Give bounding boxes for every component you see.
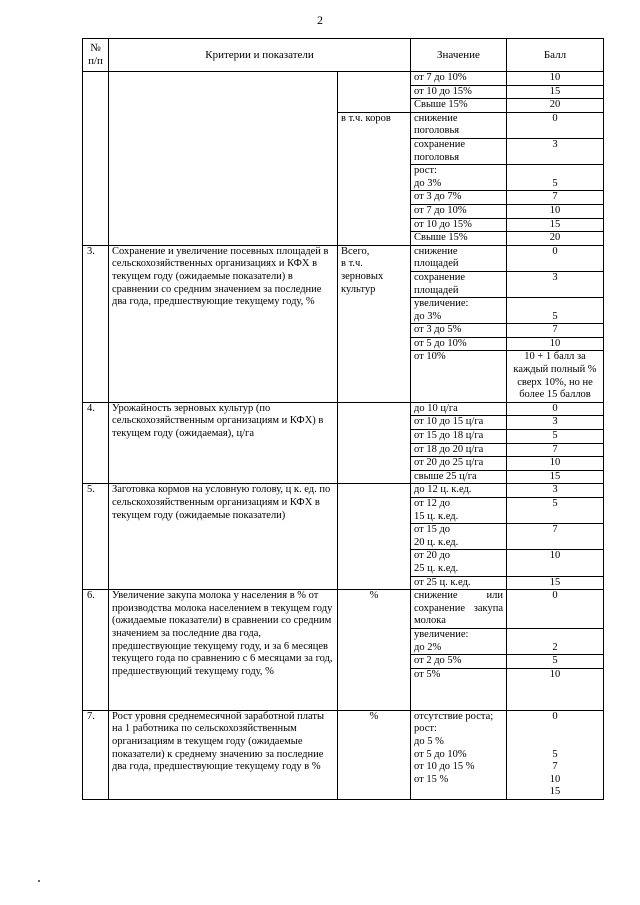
value-cell: от 5%	[411, 668, 507, 710]
score-cell: 3	[507, 484, 604, 498]
cont-no-cell	[83, 72, 109, 246]
row-number: 3.	[83, 245, 109, 402]
score-cell: 7	[507, 443, 604, 457]
header-value: Значение	[411, 39, 507, 72]
cont-sub-cell	[338, 72, 411, 113]
value-cell: от 7 до 10%	[411, 204, 507, 218]
score-cell: 10	[507, 204, 604, 218]
value-cell: от 10 до 15 ц/га	[411, 416, 507, 430]
score-cell: 3	[507, 271, 604, 297]
score-cell: 10	[507, 72, 604, 86]
row-number: 5.	[83, 484, 109, 590]
value-cell: до 12 ц. к.ед.	[411, 484, 507, 498]
score-cell: 15	[507, 218, 604, 232]
value-cell: отсутствие роста; рост: до 5 % от 5 до 10% от 10 до 15 % от 15 %	[411, 710, 507, 799]
table-row	[83, 484, 604, 498]
score-cell: 3	[507, 138, 604, 164]
table-row	[83, 245, 604, 271]
score-cell: 0	[507, 245, 604, 271]
value-cell: увеличение: до 3%	[411, 298, 507, 324]
criteria-text: Урожайность зерновых культур (по сельскохозяйственным организациям и КФХ) в текущем году (ожидаемая), ц/га	[109, 402, 338, 484]
value-cell: Свыше 15%	[411, 232, 507, 246]
score-cell: 5	[507, 655, 604, 669]
value-cell: снижение или сохранение закупа молока	[411, 590, 507, 629]
score-cell: 10 + 1 балл за каждый полный % сверх 10%, но не более 15 баллов	[507, 351, 604, 402]
table-header	[83, 39, 604, 72]
score-cell: 5	[507, 165, 604, 191]
value-cell: от 10 до 15%	[411, 218, 507, 232]
score-cell: 10	[507, 337, 604, 351]
criteria-text: Увеличение закупа молока у населения в % от производства молока населением в текущем году (ожидаемые показатели) в сравнении со средним значением за последние два года, предшествующие текущему году, и за 6 месяцев текущего года по сравнению с 6 месяцами за год, предшествующий текущему году, %	[109, 590, 338, 711]
value-cell: от 25 ц. к.ед.	[411, 576, 507, 590]
score-cell: 15	[507, 470, 604, 484]
row-number: 4.	[83, 402, 109, 484]
value-cell: от 18 до 20 ц/га	[411, 443, 507, 457]
score-cell: 0 5 7 10 15	[507, 710, 604, 799]
value-cell: свыше 25 ц/га	[411, 470, 507, 484]
sub-category: %	[338, 590, 411, 711]
score-cell: 10	[507, 668, 604, 710]
value-cell: Свыше 15%	[411, 99, 507, 113]
score-cell: 10	[507, 457, 604, 471]
score-cell: 20	[507, 99, 604, 113]
value-cell: от 12 до 15 ц. к.ед.	[411, 498, 507, 524]
table-row	[83, 710, 604, 799]
value-cell: от 3 до 7%	[411, 191, 507, 205]
score-cell: 0	[507, 590, 604, 629]
score-cell: 0	[507, 402, 604, 416]
table-row	[83, 72, 604, 86]
value-cell: до 10 ц/га	[411, 402, 507, 416]
value-cell: от 3 до 5%	[411, 324, 507, 338]
value-cell: от 5 до 10%	[411, 337, 507, 351]
value-cell: от 2 до 5%	[411, 655, 507, 669]
header-no: № п/п	[83, 39, 109, 72]
score-cell: 2	[507, 628, 604, 654]
criteria-text: Заготовка кормов на условную голову, ц к. ед. по сельскохозяйственным организациям и КФХ в текущем году (ожидаемые показатели)	[109, 484, 338, 590]
table-row	[83, 590, 604, 629]
criteria-table	[82, 38, 604, 800]
score-cell: 15	[507, 85, 604, 99]
value-cell: от 20 до 25 ц/га	[411, 457, 507, 471]
sub-category	[338, 402, 411, 484]
value-cell: от 10%	[411, 351, 507, 402]
value-cell: снижение поголовья	[411, 112, 507, 138]
value-cell: от 15 до 20 ц. к.ед.	[411, 524, 507, 550]
value-cell: от 15 до 18 ц/га	[411, 430, 507, 444]
score-cell: 5	[507, 298, 604, 324]
sub-cows: в т.ч. коров	[338, 112, 411, 245]
value-cell: увеличение: до 2%	[411, 628, 507, 654]
row-number: 7.	[83, 710, 109, 799]
value-cell: сохранение площадей	[411, 271, 507, 297]
value-cell: от 20 до 25 ц. к.ед.	[411, 550, 507, 576]
score-cell: 5	[507, 498, 604, 524]
sub-category	[338, 484, 411, 590]
scan-speck	[38, 880, 40, 882]
score-cell: 3	[507, 416, 604, 430]
cont-criteria-cell	[109, 72, 338, 246]
criteria-text: Рост уровня среднемесячной заработной платы на 1 работника по сельскохозяйственным организациям в текущем году (ожидаемые показатели) к среднему значению за последние два года, предшествующие текущему году в %	[109, 710, 338, 799]
sub-category: %	[338, 710, 411, 799]
score-cell: 5	[507, 430, 604, 444]
score-cell: 7	[507, 524, 604, 550]
score-cell: 20	[507, 232, 604, 246]
score-cell: 15	[507, 576, 604, 590]
value-cell: рост: до 3%	[411, 165, 507, 191]
value-cell: снижение площадей	[411, 245, 507, 271]
score-cell: 0	[507, 112, 604, 138]
header-score: Балл	[507, 39, 604, 72]
score-cell: 7	[507, 191, 604, 205]
header-criteria: Критерии и показатели	[109, 39, 411, 72]
value-cell: сохранение поголовья	[411, 138, 507, 164]
criteria-text: Сохранение и увеличение посевных площадей в сельскохозяйственных организациях и КФХ в текущем году (ожидаемые показатели) в сравнении со средним значением за последние два года, предшествующие текущему году, %	[109, 245, 338, 402]
table-row	[83, 402, 604, 416]
value-cell: от 10 до 15%	[411, 85, 507, 99]
sub-category: Всего, в т.ч. зерновых культур	[338, 245, 411, 402]
page-number: 2	[317, 13, 323, 27]
score-cell: 7	[507, 324, 604, 338]
value-cell: от 7 до 10%	[411, 72, 507, 86]
row-number: 6.	[83, 590, 109, 711]
score-cell: 10	[507, 550, 604, 576]
